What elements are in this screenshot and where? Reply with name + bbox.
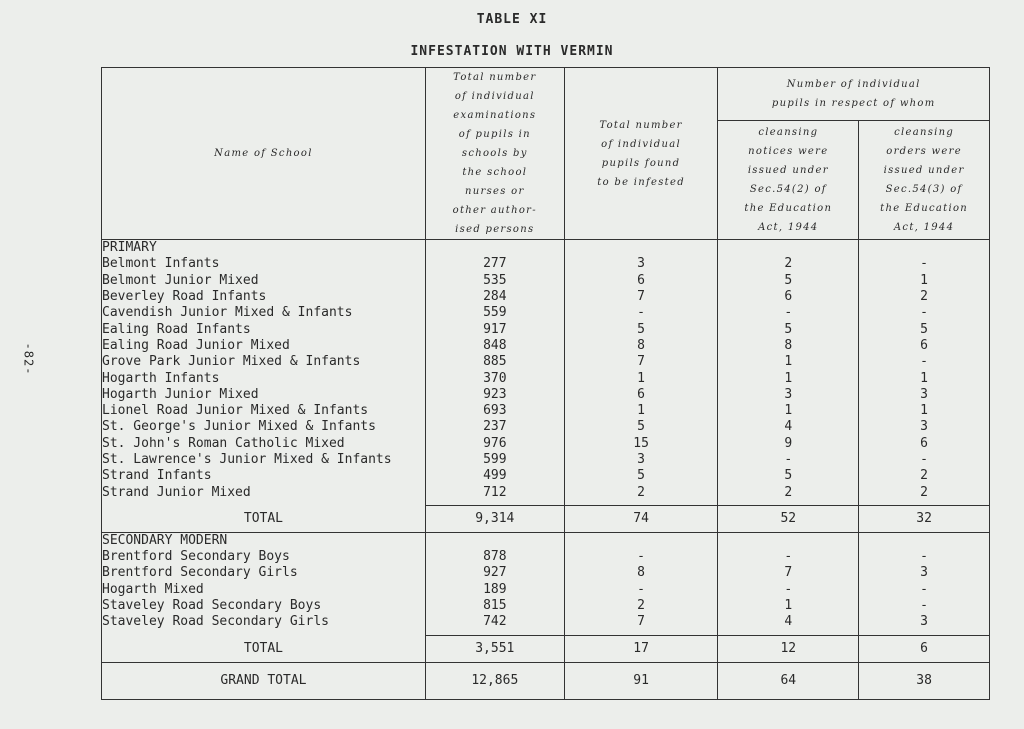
- total-notices: 12: [718, 635, 859, 662]
- school-name: Strand Junior Mixed: [102, 484, 426, 500]
- vermin-table: [101, 67, 990, 700]
- exam-count: 712: [425, 484, 564, 500]
- orders-count: 6: [859, 436, 990, 452]
- infested-count: 3: [564, 452, 718, 468]
- orders-count: 6: [859, 338, 990, 354]
- orders-count: -: [859, 452, 990, 468]
- table-row: [102, 468, 990, 484]
- grand-total-exam: 12,865: [425, 662, 564, 699]
- notices-count: 5: [718, 321, 859, 337]
- header-line: pupils found: [601, 157, 681, 169]
- school-name: Ealing Road Junior Mixed: [102, 338, 426, 354]
- orders-count: 2: [859, 468, 990, 484]
- school-name: Belmont Infants: [102, 256, 426, 272]
- infested-count: 7: [564, 354, 718, 370]
- school-name: Cavendish Junior Mixed & Infants: [102, 305, 426, 321]
- infested-count: 8: [564, 338, 718, 354]
- header-line: ised persons: [455, 224, 535, 235]
- orders-count: 2: [859, 484, 990, 500]
- primary-total: [102, 505, 990, 532]
- header-line: nurses or: [465, 186, 525, 197]
- infested-count: 6: [564, 387, 718, 403]
- total-exam: 9,314: [425, 505, 564, 532]
- table-row: [102, 354, 990, 370]
- table-row: [102, 598, 990, 614]
- orders-count: -: [859, 549, 990, 565]
- school-name: Staveley Road Secondary Boys: [102, 598, 426, 614]
- infested-count: -: [564, 582, 718, 598]
- exam-count: 742: [425, 614, 564, 630]
- exam-count: 693: [425, 403, 564, 419]
- notices-count: 6: [718, 289, 859, 305]
- table-row: [102, 452, 990, 468]
- orders-count: -: [859, 598, 990, 614]
- header-group: [718, 68, 990, 121]
- table-row: [102, 387, 990, 403]
- exam-count: 927: [425, 565, 564, 581]
- school-name: Brentford Secondary Girls: [102, 565, 426, 581]
- exam-count: 815: [425, 598, 564, 614]
- table-row: [102, 370, 990, 386]
- exam-count: 277: [425, 256, 564, 272]
- notices-count: 5: [718, 468, 859, 484]
- total-exam: 3,551: [425, 635, 564, 662]
- total-notices: 52: [718, 505, 859, 532]
- header-line: of individual: [454, 91, 535, 102]
- exam-count: 535: [425, 273, 564, 289]
- school-name: St. George's Junior Mixed & Infants: [102, 419, 426, 435]
- notices-count: -: [718, 452, 859, 468]
- orders-count: -: [859, 256, 990, 272]
- total-orders: 32: [859, 505, 990, 532]
- header-line: notices were: [748, 145, 829, 157]
- table-row: [102, 484, 990, 500]
- exam-count: 885: [425, 354, 564, 370]
- infested-count: -: [564, 549, 718, 565]
- exam-count: 976: [425, 436, 564, 452]
- header-line: examinations: [453, 110, 537, 121]
- notices-count: 1: [718, 403, 859, 419]
- header-line: issued under: [747, 164, 829, 176]
- table-row: [102, 549, 990, 565]
- notices-count: 1: [718, 370, 859, 386]
- infested-count: 15: [564, 436, 718, 452]
- orders-count: 5: [859, 321, 990, 337]
- infested-count: 5: [564, 419, 718, 435]
- notices-count: 1: [718, 354, 859, 370]
- school-name: Hogarth Infants: [102, 370, 426, 386]
- infested-count: 2: [564, 484, 718, 500]
- header-line: Act, 1944: [893, 221, 955, 233]
- header-orders: [859, 120, 990, 239]
- header-line: the school: [462, 167, 528, 178]
- total-label: TOTAL: [102, 505, 426, 532]
- orders-count: 3: [859, 419, 990, 435]
- notices-count: 2: [718, 484, 859, 500]
- header-line: Number of individual: [786, 78, 921, 90]
- school-name: Hogarth Junior Mixed: [102, 387, 426, 403]
- total-orders: 6: [859, 635, 990, 662]
- header-line: other author-: [452, 205, 537, 216]
- infested-count: 3: [564, 256, 718, 272]
- notices-count: 3: [718, 387, 859, 403]
- table-row: [102, 614, 990, 630]
- header-line: of pupils in: [458, 129, 531, 140]
- infested-count: 7: [564, 614, 718, 630]
- table-row: [102, 419, 990, 435]
- header-line: Total number: [453, 72, 537, 83]
- school-name: Belmont Junior Mixed: [102, 273, 426, 289]
- table-title: TABLE XI: [476, 12, 548, 27]
- grand-total-notices: 64: [718, 662, 859, 699]
- exam-count: 189: [425, 582, 564, 598]
- notices-count: 1: [718, 598, 859, 614]
- notices-count: 8: [718, 338, 859, 354]
- header-infested: [564, 68, 718, 240]
- orders-count: 3: [859, 614, 990, 630]
- orders-count: 1: [859, 273, 990, 289]
- exam-count: 923: [425, 387, 564, 403]
- notices-count: 5: [718, 273, 859, 289]
- table-row: [102, 256, 990, 272]
- total-label: TOTAL: [102, 635, 426, 662]
- grand-total-infested: 91: [564, 662, 718, 699]
- grand-total: [102, 662, 990, 699]
- orders-count: -: [859, 582, 990, 598]
- infested-count: -: [564, 305, 718, 321]
- exam-count: 284: [425, 289, 564, 305]
- exam-count: 599: [425, 452, 564, 468]
- exam-count: 559: [425, 305, 564, 321]
- table-row: [102, 305, 990, 321]
- orders-count: 1: [859, 370, 990, 386]
- school-name: Hogarth Mixed: [102, 582, 426, 598]
- table-subtitle: INFESTATION WITH VERMIN: [410, 44, 614, 59]
- section-label-secondary: SECONDARY MODERN: [102, 532, 426, 549]
- exam-count: 237: [425, 419, 564, 435]
- notices-count: -: [718, 582, 859, 598]
- table-row: [102, 321, 990, 337]
- orders-count: 1: [859, 403, 990, 419]
- school-name: Brentford Secondary Boys: [102, 549, 426, 565]
- school-name: Grove Park Junior Mixed & Infants: [102, 354, 426, 370]
- infested-count: 1: [564, 370, 718, 386]
- table-row: [102, 338, 990, 354]
- header-line: orders were: [886, 145, 962, 157]
- header-name-of-school: Name of School: [102, 68, 426, 240]
- notices-count: 7: [718, 565, 859, 581]
- infested-count: 6: [564, 273, 718, 289]
- school-name: Strand Infants: [102, 468, 426, 484]
- notices-count: 9: [718, 436, 859, 452]
- exam-count: 878: [425, 549, 564, 565]
- header-notices: [718, 120, 859, 239]
- infested-count: 5: [564, 468, 718, 484]
- header-line: cleansing: [894, 126, 955, 138]
- orders-count: -: [859, 354, 990, 370]
- infested-count: 8: [564, 565, 718, 581]
- exam-count: 499: [425, 468, 564, 484]
- exam-count: 848: [425, 338, 564, 354]
- header-line: the Education: [744, 202, 833, 214]
- exam-count: 917: [425, 321, 564, 337]
- table-row: [102, 289, 990, 305]
- orders-count: 2: [859, 289, 990, 305]
- page-number: -82-: [21, 342, 36, 376]
- table-row: [102, 436, 990, 452]
- table-row: [102, 273, 990, 289]
- primary-section: [102, 240, 990, 506]
- infested-count: 2: [564, 598, 718, 614]
- school-name: Beverley Road Infants: [102, 289, 426, 305]
- table-row: [102, 403, 990, 419]
- header-line: Sec.54(3) of: [885, 183, 963, 195]
- school-name: Lionel Road Junior Mixed & Infants: [102, 403, 426, 419]
- exam-count: 370: [425, 370, 564, 386]
- table-row: [102, 565, 990, 581]
- notices-count: 4: [718, 419, 859, 435]
- notices-count: 2: [718, 256, 859, 272]
- header-line: the Education: [880, 202, 969, 214]
- header-line: cleansing: [758, 126, 819, 138]
- infested-count: 1: [564, 403, 718, 419]
- infested-count: 7: [564, 289, 718, 305]
- header-line: Act, 1944: [758, 221, 819, 233]
- header-line: pupils in respect of whom: [771, 97, 936, 109]
- orders-count: 3: [859, 565, 990, 581]
- total-infested: 17: [564, 635, 718, 662]
- section-label-primary: PRIMARY: [102, 240, 426, 257]
- notices-count: -: [718, 305, 859, 321]
- infested-count: 5: [564, 321, 718, 337]
- total-infested: 74: [564, 505, 718, 532]
- school-name: Ealing Road Infants: [102, 321, 426, 337]
- school-name: Staveley Road Secondary Girls: [102, 614, 426, 630]
- header-examinations: [425, 68, 564, 240]
- secondary-section: [102, 532, 990, 635]
- grand-total-orders: 38: [859, 662, 990, 699]
- grand-total-label: GRAND TOTAL: [102, 662, 426, 699]
- orders-count: -: [859, 305, 990, 321]
- notices-count: 4: [718, 614, 859, 630]
- secondary-total: [102, 635, 990, 662]
- header-line: of individual: [601, 138, 682, 150]
- header-line: issued under: [883, 164, 965, 176]
- orders-count: 3: [859, 387, 990, 403]
- table-row: [102, 582, 990, 598]
- school-name: St. Lawrence's Junior Mixed & Infants: [102, 452, 426, 468]
- school-name: St. John's Roman Catholic Mixed: [102, 436, 426, 452]
- header-line: Sec.54(2) of: [749, 183, 827, 195]
- header-line: Total number: [599, 119, 683, 131]
- notices-count: -: [718, 549, 859, 565]
- header-line: to be infested: [597, 176, 685, 188]
- header-line: schools by: [461, 148, 528, 159]
